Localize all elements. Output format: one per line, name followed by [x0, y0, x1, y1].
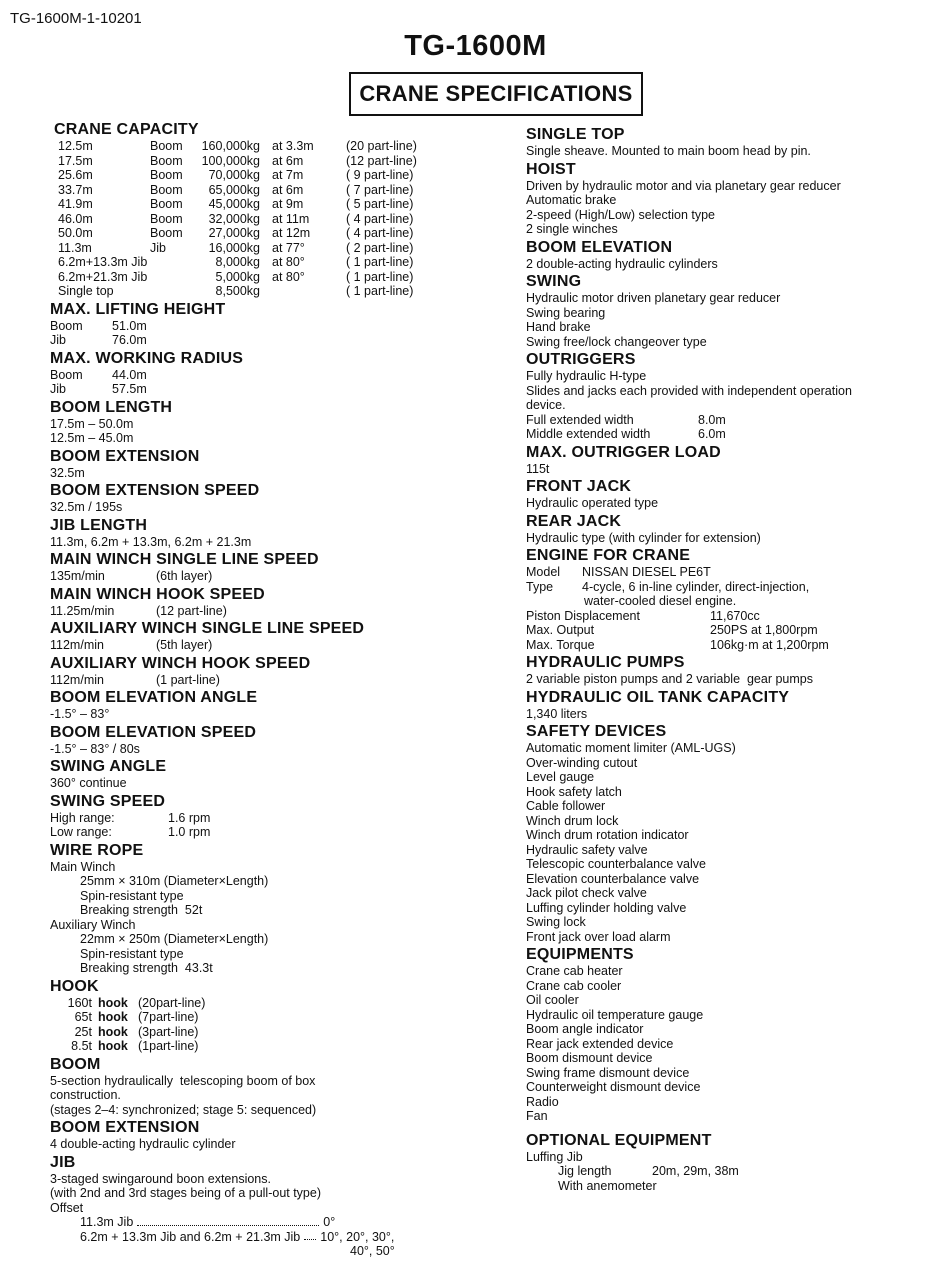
- equipment-item: Radio: [526, 1094, 559, 1109]
- offset-row: [50, 1230, 490, 1245]
- text-line: Luffing Jib: [526, 1149, 583, 1164]
- value: water-cooled diesel engine.: [584, 594, 737, 608]
- label: Middle extended width: [526, 427, 651, 441]
- text-line: Hydraulic motor driven planetary gear reducer: [526, 291, 781, 305]
- safety-item: Swing lock: [526, 915, 586, 929]
- offset-row: [50, 1244, 490, 1259]
- capacity-radius: at 9m: [272, 197, 304, 211]
- capacity-length: 33.7m: [58, 182, 93, 197]
- capacity-length: 11.3m: [58, 240, 92, 255]
- capacity-radius: [272, 284, 346, 299]
- offset-label: 6.2m + 13.3m Jib and 6.2m + 21.3m Jib: [80, 1229, 301, 1244]
- capacity-length: 6.2m+21.3m Jib: [58, 269, 148, 284]
- value: 76.0m: [112, 333, 147, 347]
- capacity-type: Boom: [150, 153, 183, 168]
- heading-aux-winch-single: AUXILIARY WINCH SINGLE LINE SPEED: [50, 620, 365, 637]
- capacity-row: [58, 183, 417, 198]
- text-line: Main Winch: [50, 859, 116, 874]
- heading-max-outrigger-load: MAX. OUTRIGGER LOAD: [526, 443, 721, 461]
- heading-boom-length: BOOM LENGTH: [50, 398, 173, 416]
- value: 8.0m: [698, 412, 726, 427]
- capacity-radius: at 6m: [272, 182, 304, 197]
- heading-swing-angle: SWING ANGLE: [50, 758, 167, 775]
- text-line: 1,340 liters: [526, 706, 588, 721]
- safety-list: [526, 741, 936, 944]
- capacity-length: 17.5m: [58, 153, 93, 168]
- label: Piston Displacement: [526, 608, 640, 623]
- section-boom-length: [50, 399, 490, 446]
- capacity-load: 32,000kg: [208, 211, 260, 226]
- page-title: TG-1600M: [404, 30, 547, 62]
- capacity-length: Single top: [58, 284, 114, 298]
- safety-item: Hydraulic safety valve: [526, 842, 648, 857]
- capacity-load: 45,000kg: [208, 197, 260, 211]
- heading-oil-tank: HYDRAULIC OIL TANK CAPACITY: [526, 688, 790, 706]
- section-front-jack: [526, 478, 936, 511]
- label: 11.25m/min: [50, 603, 115, 618]
- label: Boom: [50, 318, 83, 333]
- section-oil-tank: [526, 689, 936, 722]
- text-line: Breaking strength 43.3t: [80, 961, 213, 975]
- value: 11,670cc: [710, 608, 760, 623]
- safety-item: Winch drum lock: [526, 813, 619, 828]
- text-line: -1.5° – 83°: [50, 707, 110, 721]
- kv-row: [50, 604, 490, 619]
- section-main-winch-hook: [50, 586, 490, 619]
- value: 106kg·m at 1,200rpm: [710, 637, 829, 652]
- kv-row: [50, 569, 490, 584]
- capacity-part-line: ( 1 part-line): [346, 269, 414, 284]
- capacity-radius: at 11m: [272, 211, 310, 226]
- label: Jib: [50, 382, 66, 396]
- text-line: Swing free/lock changeover type: [526, 334, 707, 349]
- capacity-type: [150, 255, 190, 270]
- subtitle: CRANE SPECIFICATIONS: [359, 81, 633, 106]
- kv-row: [526, 413, 936, 428]
- equipment-item: Rear jack extended device: [526, 1036, 674, 1051]
- text-line: Slides and jacks each provided with independent operation: [526, 383, 852, 398]
- capacity-row: [58, 168, 417, 183]
- capacity-part-line: ( 7 part-line): [346, 182, 414, 197]
- section-equipments: [526, 946, 936, 1124]
- text-line: 115t: [526, 461, 550, 476]
- hook-label: hook: [98, 1010, 128, 1024]
- section-max-outrigger-load: [526, 444, 936, 477]
- text-line: 3-staged swingaround boon extensions.: [50, 1171, 271, 1186]
- text-line: Single sheave. Mounted to main boom head by pin.: [526, 144, 811, 158]
- value: (1 part-line): [156, 672, 220, 687]
- section-jib-length: [50, 517, 490, 550]
- offset-label: 11.3m Jib: [80, 1215, 134, 1229]
- heading-swing-speed: SWING SPEED: [50, 792, 166, 810]
- kv-row: [526, 594, 936, 609]
- section-boom-elevation-angle: [50, 689, 490, 722]
- heading-main-winch-hook: MAIN WINCH HOOK SPEED: [50, 585, 265, 603]
- section-jib: [50, 1154, 490, 1259]
- safety-item: Front jack over load alarm: [526, 929, 671, 944]
- section-single-top: [526, 126, 936, 159]
- label: 135m/min: [50, 569, 105, 583]
- heading-boom-extension-2: BOOM EXTENSION: [50, 1119, 200, 1136]
- capacity-load: 160,000kg: [201, 139, 260, 153]
- section-aux-winch-single: [50, 620, 490, 653]
- offset-value: 10°, 20°, 30°,: [320, 1229, 395, 1244]
- kv-row: [526, 427, 936, 442]
- heading-jib: JIB: [50, 1153, 76, 1171]
- heading-boom-elevation-angle: BOOM ELEVATION ANGLE: [50, 689, 258, 706]
- safety-item: Automatic moment limiter (AML-UGS): [526, 741, 736, 755]
- capacity-length: 50.0m: [58, 226, 93, 240]
- equipment-item: Boom angle indicator: [526, 1022, 644, 1036]
- text-line: Spin-resistant type: [80, 946, 184, 961]
- label: 112m/min: [50, 638, 104, 652]
- capacity-type: [150, 284, 190, 299]
- capacity-part-line: ( 2 part-line): [346, 240, 414, 255]
- heading-hoist: HOIST: [526, 160, 576, 178]
- text-line: Hydraulic operated type: [526, 496, 659, 510]
- capacity-part-line: ( 1 part-line): [346, 284, 414, 298]
- kv-row: [50, 319, 490, 334]
- capacity-part-line: ( 5 part-line): [346, 197, 414, 211]
- label: Boom: [50, 367, 83, 382]
- heading-boom-extension-speed: BOOM EXTENSION SPEED: [50, 482, 260, 499]
- kv-row: [50, 673, 490, 688]
- text-line: 2 single winches: [526, 222, 618, 236]
- heading-wire-rope: WIRE ROPE: [50, 841, 144, 859]
- capacity-radius: at 77°: [272, 240, 305, 255]
- text-line: Hydraulic type (with cylinder for extension): [526, 530, 761, 545]
- hook-part-line: (3part-line): [138, 1024, 199, 1039]
- text-line: Swing bearing: [526, 305, 606, 320]
- text-line: 32.5m: [50, 465, 85, 480]
- heading-aux-winch-hook: AUXILIARY WINCH HOOK SPEED: [50, 654, 311, 672]
- capacity-radius: at 80°: [272, 255, 305, 269]
- label: Model: [526, 565, 561, 579]
- heading-max-working-radius: MAX. WORKING RADIUS: [50, 349, 244, 367]
- value: 20m, 29m, 38m: [652, 1164, 739, 1178]
- kv-row: [50, 638, 490, 653]
- safety-item: Winch drum rotation indicator: [526, 828, 689, 842]
- label: Type: [526, 579, 554, 594]
- text-line: 32.5m / 195s: [50, 500, 123, 514]
- hook-row: [50, 1010, 490, 1025]
- equipment-list: [526, 964, 936, 1124]
- text-line: Auxiliary Winch: [50, 917, 136, 932]
- capacity-row: [58, 154, 417, 169]
- value: 6.0m: [698, 427, 726, 441]
- text-line: Hand brake: [526, 320, 591, 334]
- heading-hook: HOOK: [50, 977, 99, 995]
- hook-capacity: 8.5t: [71, 1039, 92, 1053]
- capacity-type: [150, 270, 190, 285]
- text-line: Offset: [50, 1200, 84, 1215]
- text-line: Fully hydraulic H-type: [526, 369, 647, 383]
- section-boom: [50, 1056, 490, 1118]
- safety-item: Elevation counterbalance valve: [526, 871, 700, 886]
- capacity-type: Jib: [150, 240, 166, 255]
- value: 1.6 rpm: [168, 810, 211, 825]
- capacity-row: [58, 241, 417, 256]
- capacity-load: 8,500kg: [215, 284, 260, 298]
- section-main-winch-single: [50, 551, 490, 584]
- text-line: 17.5m – 50.0m: [50, 416, 134, 431]
- capacity-row: [58, 139, 417, 154]
- section-hydraulic-pumps: [526, 654, 936, 687]
- text-line: Driven by hydraulic motor and via planetary gear reducer: [526, 178, 841, 193]
- capacity-load: 65,000kg: [208, 182, 260, 197]
- label: Max. Torque: [526, 637, 595, 652]
- capacity-type: Boom: [150, 226, 183, 240]
- heading-front-jack: FRONT JACK: [526, 478, 632, 495]
- section-rear-jack: [526, 513, 936, 546]
- equipment-item: Fan: [526, 1109, 548, 1123]
- section-boom-extension-speed: [50, 482, 490, 515]
- hook-list: [50, 996, 490, 1054]
- heading-max-lifting-height: MAX. LIFTING HEIGHT: [50, 300, 226, 318]
- capacity-length: 6.2m+13.3m Jib: [58, 255, 148, 269]
- hook-part-line: (20part-line): [138, 995, 206, 1010]
- capacity-row: [58, 212, 417, 227]
- capacity-part-line: ( 4 part-line): [346, 226, 414, 240]
- hook-row: [50, 996, 490, 1011]
- capacity-row: [58, 284, 417, 299]
- label: Full extended width: [526, 412, 634, 427]
- value: 1.0 rpm: [168, 825, 211, 839]
- value: (12 part-line): [156, 603, 227, 618]
- capacity-type: Boom: [150, 168, 183, 182]
- text-line: (with 2nd and 3rd stages being of a pull-out type): [50, 1186, 322, 1200]
- capacity-radius: at 7m: [272, 168, 304, 182]
- hook-label: hook: [98, 1024, 128, 1039]
- capacity-type: Boom: [150, 139, 183, 153]
- text-line: 22mm × 250m (Diameter×Length): [80, 932, 269, 946]
- capacity-radius: at 80°: [272, 269, 305, 284]
- safety-item: Cable follower: [526, 799, 606, 813]
- heading-single-top: SINGLE TOP: [526, 126, 625, 143]
- safety-item: Hook safety latch: [526, 784, 622, 799]
- text-line: Breaking strength 52t: [80, 903, 203, 917]
- text-line: 2-speed (High/Low) selection type: [526, 207, 715, 222]
- section-boom-elevation: [526, 239, 936, 272]
- capacity-row: [58, 226, 417, 241]
- text-line: 11.3m, 6.2m + 13.3m, 6.2m + 21.3m: [50, 534, 252, 549]
- heading-hydraulic-pumps: HYDRAULIC PUMPS: [526, 654, 685, 671]
- kv-row: [526, 609, 936, 624]
- capacity-load: 16,000kg: [208, 240, 260, 255]
- text-line: 5-section hydraulically telescoping boom of box: [50, 1073, 316, 1088]
- text-line: -1.5° – 83° / 80s: [50, 741, 140, 756]
- text-line: device.: [526, 398, 566, 412]
- hook-part-line: (7part-line): [138, 1010, 199, 1024]
- section-wire-rope: [50, 842, 490, 976]
- kv-row: [50, 382, 490, 397]
- label: High range:: [50, 810, 115, 825]
- label: [526, 594, 584, 609]
- heading-jib-length: JIB LENGTH: [50, 516, 148, 534]
- capacity-load: 5,000kg: [215, 269, 260, 284]
- heading-swing: SWING: [526, 273, 582, 290]
- value: (6th layer): [156, 569, 213, 583]
- section-max-working-radius: [50, 350, 490, 397]
- text-line: Automatic brake: [526, 193, 617, 207]
- section-boom-extension-2: [50, 1119, 490, 1152]
- capacity-length: 25.6m: [58, 168, 93, 182]
- capacity-length: 41.9m: [58, 197, 93, 211]
- text-line: With anemometer: [558, 1178, 657, 1193]
- section-outriggers: [526, 351, 936, 442]
- section-engine: [526, 547, 936, 652]
- section-hook: [50, 978, 490, 1054]
- equipment-item: Swing frame dismount device: [526, 1065, 690, 1080]
- heading-boom: BOOM: [50, 1055, 101, 1073]
- hook-part-line: (1part-line): [138, 1039, 199, 1053]
- capacity-row: [58, 197, 417, 212]
- value: NISSAN DIESEL PE6T: [582, 565, 711, 579]
- label: Max. Output: [526, 623, 595, 637]
- kv-row: [50, 333, 490, 348]
- text-line: (stages 2–4: synchronized; stage 5: sequenced): [50, 1102, 317, 1117]
- safety-item: Luffing cylinder holding valve: [526, 900, 687, 915]
- safety-item: Over-winding cutout: [526, 755, 638, 770]
- safety-item: Level gauge: [526, 770, 595, 784]
- label: 112m/min: [50, 672, 104, 687]
- heading-crane-capacity: CRANE CAPACITY: [54, 121, 199, 138]
- value: 51.0m: [112, 318, 147, 333]
- heading-rear-jack: REAR JACK: [526, 512, 622, 530]
- label: Jib: [50, 333, 66, 347]
- section-boom-extension: [50, 448, 490, 481]
- crane-capacity-table: [58, 139, 417, 299]
- hook-label: hook: [98, 1039, 128, 1053]
- capacity-type: Boom: [150, 211, 183, 226]
- kv-row: [526, 1164, 936, 1179]
- heading-boom-elevation-speed: BOOM ELEVATION SPEED: [50, 723, 257, 741]
- equipment-item: Counterweight dismount device: [526, 1080, 701, 1094]
- section-swing: [526, 273, 936, 349]
- heading-main-winch-single: MAIN WINCH SINGLE LINE SPEED: [50, 551, 319, 568]
- capacity-part-line: (20 part-line): [346, 139, 417, 153]
- text-line: 4 double-acting hydraulic cylinder: [50, 1137, 236, 1151]
- section-swing-angle: [50, 758, 490, 791]
- left-column: [50, 121, 490, 1261]
- kv-row: [526, 638, 936, 653]
- jib-offset-list: [50, 1215, 490, 1259]
- kv-row: [50, 811, 490, 826]
- text-line: 360° continue: [50, 776, 127, 790]
- capacity-part-line: ( 4 part-line): [346, 211, 414, 226]
- section-hoist: [526, 161, 936, 237]
- equipment-item: Hydraulic oil temperature gauge: [526, 1007, 704, 1022]
- heading-optional-equipment: OPTIONAL EQUIPMENT: [526, 1131, 712, 1149]
- document-id: TG-1600M-1-10201: [10, 10, 142, 27]
- value: 250PS at 1,800rpm: [710, 623, 818, 637]
- section-aux-winch-hook: [50, 655, 490, 688]
- hook-capacity: 25t: [74, 1024, 92, 1039]
- equipment-item: Oil cooler: [526, 993, 579, 1007]
- heading-boom-extension: BOOM EXTENSION: [50, 447, 200, 465]
- equipment-item: Crane cab heater: [526, 964, 623, 978]
- hook-capacity: 65t: [74, 1010, 92, 1024]
- hook-row: [50, 1025, 490, 1040]
- section-swing-speed: [50, 793, 490, 840]
- label: Low range:: [50, 825, 112, 839]
- hook-label: hook: [98, 995, 128, 1010]
- text-line: 25mm × 310m (Diameter×Length): [80, 874, 269, 888]
- equipment-item: Boom dismount device: [526, 1051, 653, 1065]
- capacity-load: 27,000kg: [208, 226, 260, 240]
- heading-boom-elevation: BOOM ELEVATION: [526, 238, 673, 256]
- value: (5th layer): [156, 638, 213, 652]
- capacity-row: [58, 270, 417, 285]
- safety-item: Telescopic counterbalance valve: [526, 857, 706, 871]
- capacity-part-line: ( 9 part-line): [346, 168, 414, 182]
- capacity-type: Boom: [150, 182, 183, 197]
- capacity-row: [58, 255, 417, 270]
- value: 57.5m: [112, 382, 147, 396]
- safety-item: Jack pilot check valve: [526, 886, 647, 900]
- section-max-lifting-height: [50, 301, 490, 348]
- offset-value: 40°, 50°: [350, 1244, 395, 1258]
- heading-outriggers: OUTRIGGERS: [526, 351, 636, 368]
- heading-equipments: EQUIPMENTS: [526, 946, 634, 963]
- text-line: 12.5m – 45.0m: [50, 431, 134, 445]
- hook-row: [50, 1039, 490, 1054]
- capacity-type: Boom: [150, 197, 183, 211]
- equipment-item: Crane cab cooler: [526, 978, 622, 993]
- kv-row: [526, 623, 936, 638]
- text-line: 2 double-acting hydraulic cylinders: [526, 256, 718, 271]
- text-line: Spin-resistant type: [80, 888, 184, 903]
- leader-dots: [304, 1230, 316, 1241]
- section-safety-devices: [526, 723, 936, 944]
- heading-safety-devices: SAFETY DEVICES: [526, 723, 667, 740]
- capacity-load: 70,000kg: [208, 168, 260, 182]
- capacity-radius: at 12m: [272, 226, 311, 240]
- capacity-load: 8,000kg: [215, 255, 260, 269]
- kv-row: [526, 565, 936, 580]
- section-optional-equipment: [526, 1132, 936, 1194]
- label: Jig length: [558, 1164, 612, 1178]
- kv-row: [50, 368, 490, 383]
- value: 4-cycle, 6 in-line cylinder, direct-injection,: [582, 579, 810, 594]
- capacity-radius: at 6m: [272, 153, 304, 168]
- capacity-radius: at 3.3m: [272, 139, 314, 153]
- capacity-load: 100,000kg: [201, 153, 260, 168]
- kv-row: [50, 825, 490, 840]
- section-crane-capacity: [50, 121, 490, 299]
- offset-value: 0°: [323, 1215, 336, 1229]
- subtitle-box: [349, 72, 643, 116]
- leader-dots: [137, 1215, 319, 1226]
- hook-capacity: 160t: [67, 995, 92, 1010]
- kv-row: [526, 580, 936, 595]
- section-boom-elevation-speed: [50, 724, 490, 757]
- value: 44.0m: [112, 367, 147, 382]
- capacity-part-line: ( 1 part-line): [346, 255, 414, 269]
- text-line: construction.: [50, 1088, 121, 1102]
- offset-row: [50, 1215, 490, 1230]
- heading-engine: ENGINE FOR CRANE: [526, 547, 691, 564]
- right-column: [526, 126, 936, 1195]
- capacity-length: 12.5m: [58, 139, 93, 153]
- capacity-length: 46.0m: [58, 211, 93, 226]
- capacity-part-line: (12 part-line): [346, 153, 417, 168]
- text-line: 2 variable piston pumps and 2 variable gear pumps: [526, 672, 813, 686]
